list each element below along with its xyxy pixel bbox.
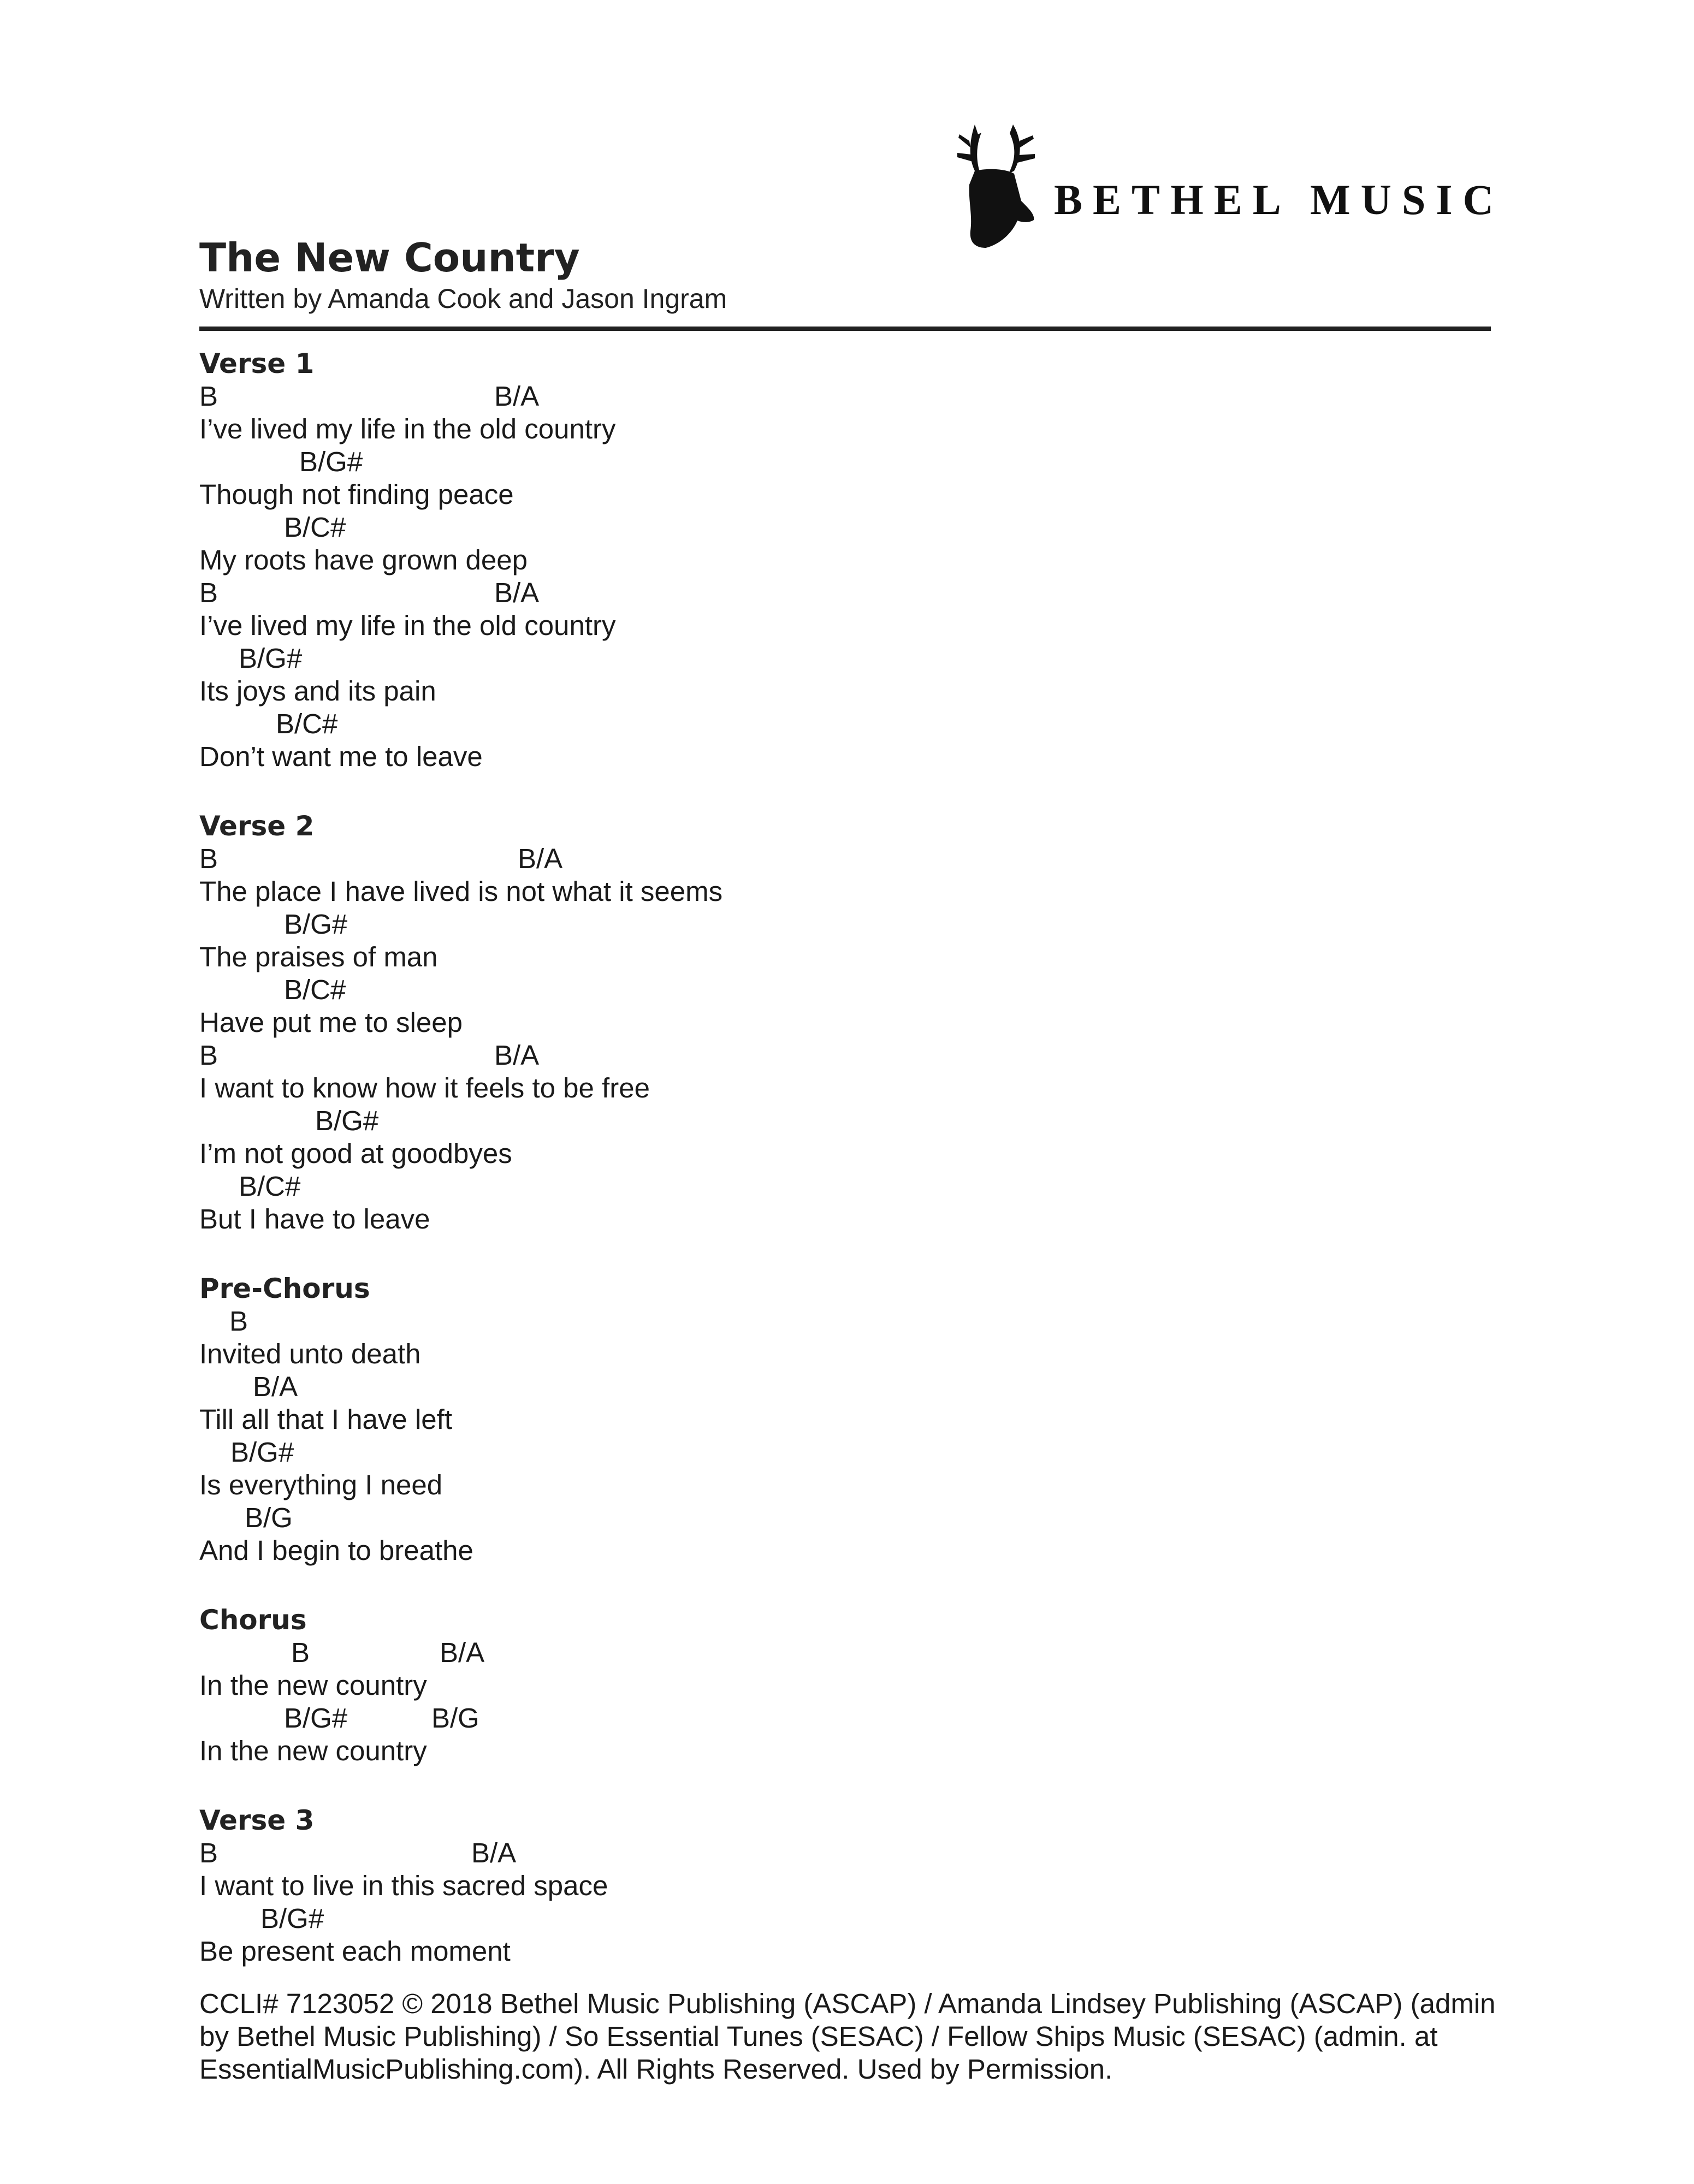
header-divider [199,327,1491,331]
chord: B/A [494,577,540,608]
lyric-line: I want to know how it feels to be free [199,1072,650,1103]
chord: B [199,1837,218,1868]
song-credits: Written by Amanda Cook and Jason Ingram [199,283,727,314]
chord: B/A [471,1837,517,1868]
copyright-footer: CCLI# 7123052 © 2018 Bethel Music Publishing (ASCAP) / Amanda Lindsey Publishing (ASCAP) (admin by Bethel Music Publishing) / So Essential Tunes (SESAC) / Fellow Ships Music (SESAC) (admin. at EssentialMusicPublishing.com). All Rights Reserved. Used by Permission. [199,1988,1496,2085]
chord: B/G# [299,446,363,477]
chord: B/G# [315,1105,379,1136]
section-label-verse-1: Verse 1 [199,348,315,379]
chord: B/A [494,381,540,412]
chord: B/G# [260,1903,324,1934]
chord: B/G# [284,1702,348,1734]
section-label-chorus: Chorus [199,1604,307,1636]
lyric-line: I’ve lived my life in the old country [199,413,616,444]
lyric-line: And I begin to breathe [199,1535,473,1566]
chord: B [199,381,218,412]
chord: B/A [253,1371,298,1402]
bethel-music-logo [953,119,1505,256]
chord: B/A [494,1040,540,1071]
chord: B/C# [284,512,346,543]
lyric-line: I want to live in this sacred space [199,1870,608,1901]
chord: B/G [431,1702,479,1734]
section-label-pre-chorus: Pre-Chorus [199,1273,370,1304]
lyric-line: My roots have grown deep [199,544,528,575]
chord: B [291,1637,310,1668]
lyric-line: The praises of man [199,941,438,972]
chord: B/C# [239,1171,301,1202]
lyric-line: Is everything I need [199,1469,443,1500]
lyric-line: I’ve lived my life in the old country [199,610,616,641]
section-label-verse-3: Verse 3 [199,1805,315,1836]
chord: B/A [440,1637,485,1668]
chord: B/C# [276,708,338,739]
chord: B/C# [284,974,346,1005]
chord: B [229,1305,248,1337]
chord: B/G# [230,1437,294,1468]
lyric-line: Don’t want me to leave [199,741,483,772]
chord: B [199,577,218,608]
chord: B/G# [284,909,348,940]
deer-head-icon [953,119,1040,250]
lyric-line: Though not finding peace [199,479,514,510]
lyric-line: I’m not good at goodbyes [199,1138,512,1169]
chord: B/A [518,843,563,874]
lyric-line: Its joys and its pain [199,675,436,707]
lyric-line: But I have to leave [199,1203,430,1235]
section-label-verse-2: Verse 2 [199,810,315,842]
logo-wordmark: BETHEL MUSIC [1054,176,1505,223]
lyric-line: In the new country [199,1735,427,1766]
lyric-line: Invited unto death [199,1338,421,1369]
chord: B/G# [239,643,303,674]
lyric-line: In the new country [199,1670,427,1701]
song-title: The New Country [199,235,580,281]
lyric-line: Be present each moment [199,1936,511,1967]
lyric-line: Till all that I have left [199,1404,452,1435]
lyric-line: The place I have lived is not what it seems [199,876,723,907]
chord: B [199,843,218,874]
chord: B/G [245,1502,293,1533]
lyric-line: Have put me to sleep [199,1007,463,1038]
chord: B [199,1040,218,1071]
